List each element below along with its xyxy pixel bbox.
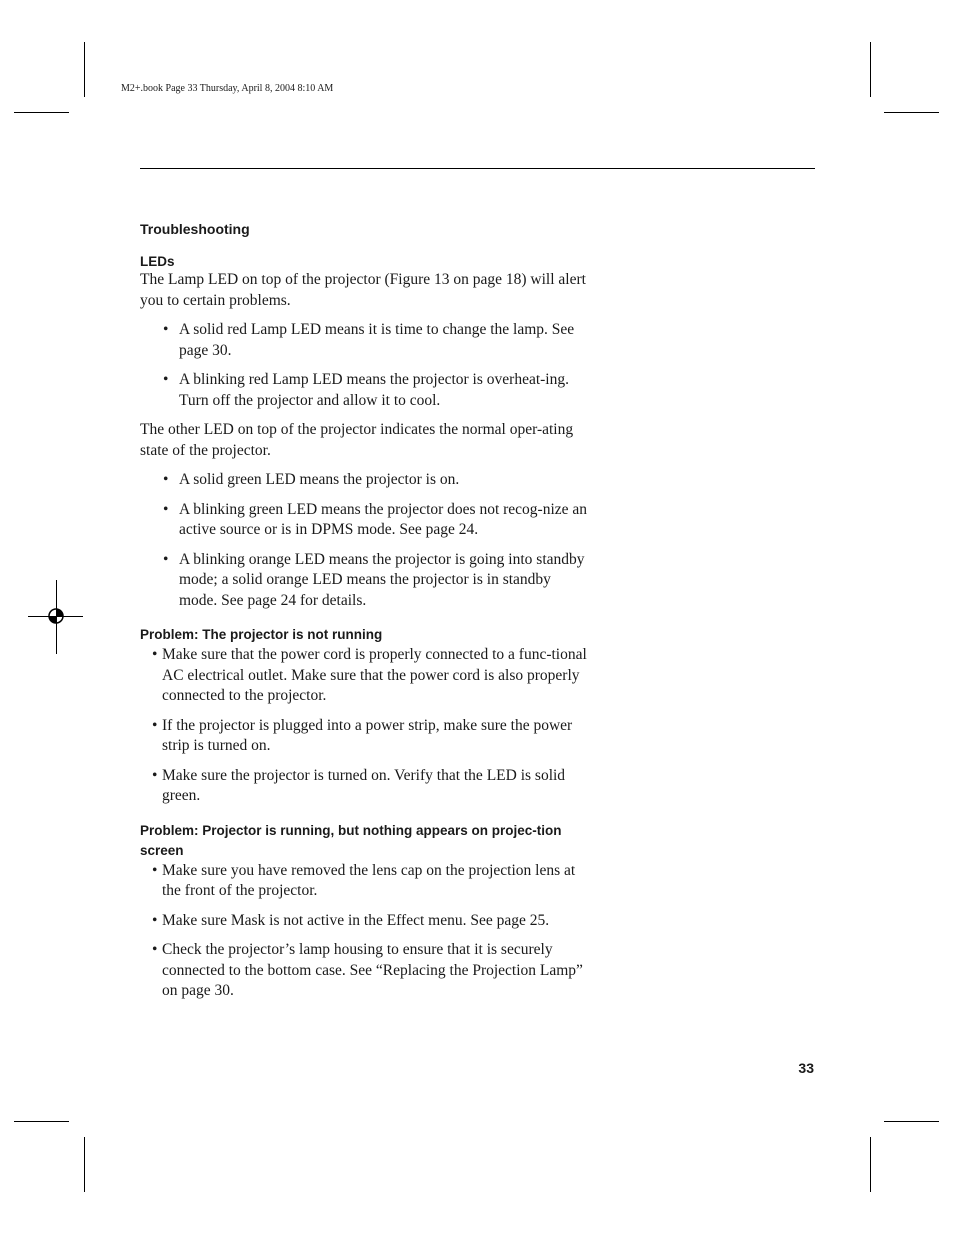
crop-mark-top-right-vertical — [870, 42, 871, 97]
section-title: Troubleshooting — [140, 221, 250, 237]
registration-target-icon — [47, 607, 65, 625]
problem-no-image-list — [140, 861, 590, 1002]
page-number: 33 — [798, 1060, 814, 1076]
list-item: • If the projector is plugged into a power strip, make sure the power strip is turned on. — [152, 716, 573, 754]
list-item: • A blinking red Lamp LED means the projector is overheat-ing. Turn off the projector and allow it to cool. — [163, 371, 569, 409]
list-item: • A blinking orange LED means the projector is going into standby mode; a solid orange LED means the projector is in standby mode. See page 24 for details. — [163, 550, 585, 609]
problem-not-running-list — [140, 645, 590, 807]
header-rule — [140, 168, 815, 169]
list-item: • A blinking green LED means the projector does not recog-nize an active source or is in DPMS mode. See page 24. — [163, 500, 588, 538]
problem-no-image-heading: Problem: Projector is running, but nothing appears on projec-tion screen — [140, 822, 562, 858]
leds-intro: The Lamp LED on top of the projector (Figure 13 on page 18) will alert you to certain problems. — [140, 271, 586, 309]
crop-mark-bottom-right-vertical — [870, 1137, 871, 1192]
list-item: • A solid red Lamp LED means it is time to change the lamp. See page 30. — [163, 321, 575, 359]
problem-not-running-heading: Problem: The projector is not running — [140, 627, 383, 642]
other-led-intro: The other LED on top of the projector indicates the normal oper-ating state of the projector. — [140, 421, 574, 459]
crop-mark-top-left-vertical — [84, 42, 85, 97]
list-item: • Check the projector’s lamp housing to ensure that it is securely connected to the bottom case. See “Replacing the Projection Lamp” on page 30. — [152, 941, 583, 999]
crop-mark-top-left-horizontal — [14, 112, 69, 113]
other-led-list — [140, 470, 590, 611]
main-content — [140, 219, 590, 1002]
list-item: • Make sure the projector is turned on. Verify that the LED is solid green. — [152, 766, 566, 804]
crop-mark-top-right-horizontal — [884, 112, 939, 113]
lamp-led-list — [140, 320, 590, 411]
print-slug: M2+.book Page 33 Thursday, April 8, 2004 8:10 AM — [121, 83, 334, 94]
crop-mark-bottom-left-vertical — [84, 1137, 85, 1192]
crop-mark-bottom-left-horizontal — [14, 1121, 69, 1122]
leds-heading: LEDs — [140, 254, 175, 269]
list-item: • A solid green LED means the projector is on. — [163, 471, 460, 488]
list-item: • Make sure that the power cord is properly connected to a func-tional AC electrical outlet. Make sure that the power cord is also properly connected to the projector. — [152, 646, 587, 704]
crop-mark-bottom-right-horizontal — [884, 1121, 939, 1122]
list-item: • Make sure you have removed the lens cap on the projection lens at the front of the projector. — [152, 861, 576, 899]
list-item: • Make sure Mask is not active in the Effect menu. See page 25. — [152, 911, 550, 929]
